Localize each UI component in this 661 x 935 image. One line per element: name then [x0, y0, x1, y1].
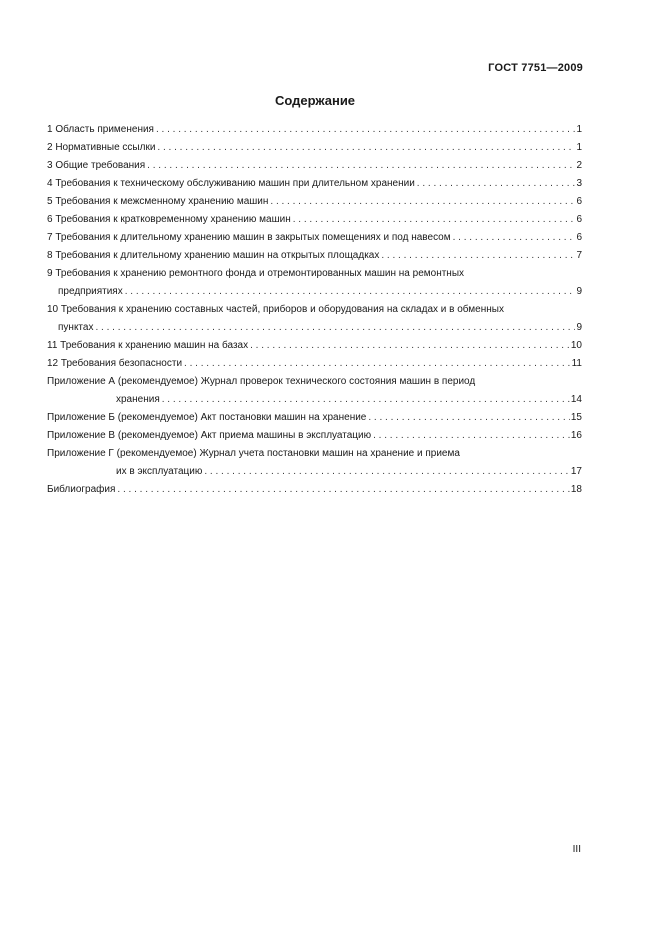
toc-entry-label: 1 Область применения	[47, 124, 154, 135]
toc-entry-label: 6 Требования к кратковременному хранению машин	[47, 214, 291, 225]
toc-entry-4[interactable]	[47, 175, 582, 193]
toc-entry-label: 2 Нормативные ссылки	[47, 142, 156, 153]
toc-entry-label: 11 Требования к хранению машин на базах	[47, 340, 249, 351]
toc-entry-page: 10	[570, 340, 582, 351]
toc-entry-page: 14	[570, 394, 582, 405]
standard-code: ГОСТ 7751—2009	[488, 62, 583, 74]
toc-entry-line1: Приложение А (рекомендуемое) Журнал проверок технического состояния машин в период	[47, 376, 476, 387]
table-of-contents	[47, 121, 582, 499]
toc-entry-label: Библиография	[47, 484, 116, 495]
toc-entry-page: 11	[571, 358, 582, 369]
leader-dots	[147, 157, 575, 175]
leader-dots	[270, 193, 575, 211]
leader-dots	[453, 229, 576, 247]
toc-entry-page: 9	[576, 286, 582, 297]
toc-entry-page: 16	[570, 430, 582, 441]
toc-entry-page: 3	[576, 178, 582, 189]
toc-entry-page: 7	[576, 250, 582, 261]
toc-entry-line2: предприятиях	[58, 286, 123, 297]
toc-entry-appendix-v[interactable]	[47, 427, 582, 445]
toc-entry-page: 6	[576, 214, 582, 225]
leader-dots	[381, 247, 575, 265]
leader-dots	[162, 391, 570, 409]
leader-dots	[125, 283, 576, 301]
leader-dots	[250, 337, 570, 355]
leader-dots	[117, 481, 569, 499]
leader-dots	[204, 463, 570, 481]
leader-dots	[157, 139, 575, 157]
toc-entry-page: 1	[576, 142, 582, 153]
toc-entry-3[interactable]	[47, 157, 582, 175]
toc-entry-line2: их в эксплуатацию	[116, 466, 203, 477]
toc-entry-appendix-g[interactable]	[47, 445, 582, 481]
toc-entry-label: 3 Общие требования	[47, 160, 146, 171]
toc-entry-7[interactable]	[47, 229, 582, 247]
toc-entry-line2: пунктах	[58, 322, 94, 333]
toc-entry-label: Приложение Б (рекомендуемое) Акт постановки машин на хранение	[47, 412, 367, 423]
toc-entry-line1: 9 Требования к хранению ремонтного фонда и отремонтированных машин на ремонтных	[47, 268, 465, 279]
toc-entry-page: 6	[576, 196, 582, 207]
toc-entry-8[interactable]	[47, 247, 582, 265]
toc-entry-5[interactable]	[47, 193, 582, 211]
toc-entry-12[interactable]	[47, 355, 582, 373]
toc-entry-page: 6	[576, 232, 582, 243]
toc-entry-label: 4 Требования к техническому обслуживанию машин при длительном хранении	[47, 178, 415, 189]
leader-dots	[95, 319, 575, 337]
leader-dots	[373, 427, 570, 445]
toc-entry-label: 12 Требования безопасности	[47, 358, 183, 369]
toc-entry-6[interactable]	[47, 211, 582, 229]
toc-entry-1[interactable]	[47, 121, 582, 139]
page-number: III	[572, 844, 581, 855]
toc-entry-11[interactable]	[47, 337, 582, 355]
toc-entry-line1: Приложение Г (рекомендуемое) Журнал учета постановки машин на хранение и приема	[47, 448, 460, 459]
toc-entry-bibliography[interactable]	[47, 481, 582, 499]
toc-entry-label: 7 Требования к длительному хранению машин в закрытых помещениях и под навесом	[47, 232, 451, 243]
toc-entry-label: Приложение В (рекомендуемое) Акт приема машины в эксплуатацию	[47, 430, 372, 441]
toc-entry-label: 8 Требования к длительному хранению машин на открытых площадках	[47, 250, 380, 261]
toc-entry-page: 1	[576, 124, 582, 135]
toc-entry-line2: хранения	[116, 394, 160, 405]
toc-entry-page: 2	[576, 160, 582, 171]
toc-entry-appendix-a[interactable]	[47, 373, 582, 409]
toc-entry-page: 15	[570, 412, 582, 423]
toc-entry-2[interactable]	[47, 139, 582, 157]
toc-entry-label: 5 Требования к межсменному хранению машин	[47, 196, 269, 207]
toc-entry-9[interactable]	[47, 265, 582, 301]
toc-title: Содержание	[274, 93, 356, 108]
toc-entry-10[interactable]	[47, 301, 582, 337]
toc-entry-page: 17	[570, 466, 582, 477]
toc-entry-page: 9	[576, 322, 582, 333]
toc-entry-page: 18	[570, 484, 582, 495]
leader-dots	[417, 175, 576, 193]
leader-dots	[368, 409, 570, 427]
leader-dots	[156, 121, 575, 139]
toc-entry-line1: 10 Требования к хранению составных частей, приборов и оборудования на складах и в обменных	[47, 304, 504, 315]
toc-entry-appendix-b[interactable]	[47, 409, 582, 427]
leader-dots	[184, 355, 571, 373]
leader-dots	[293, 211, 576, 229]
